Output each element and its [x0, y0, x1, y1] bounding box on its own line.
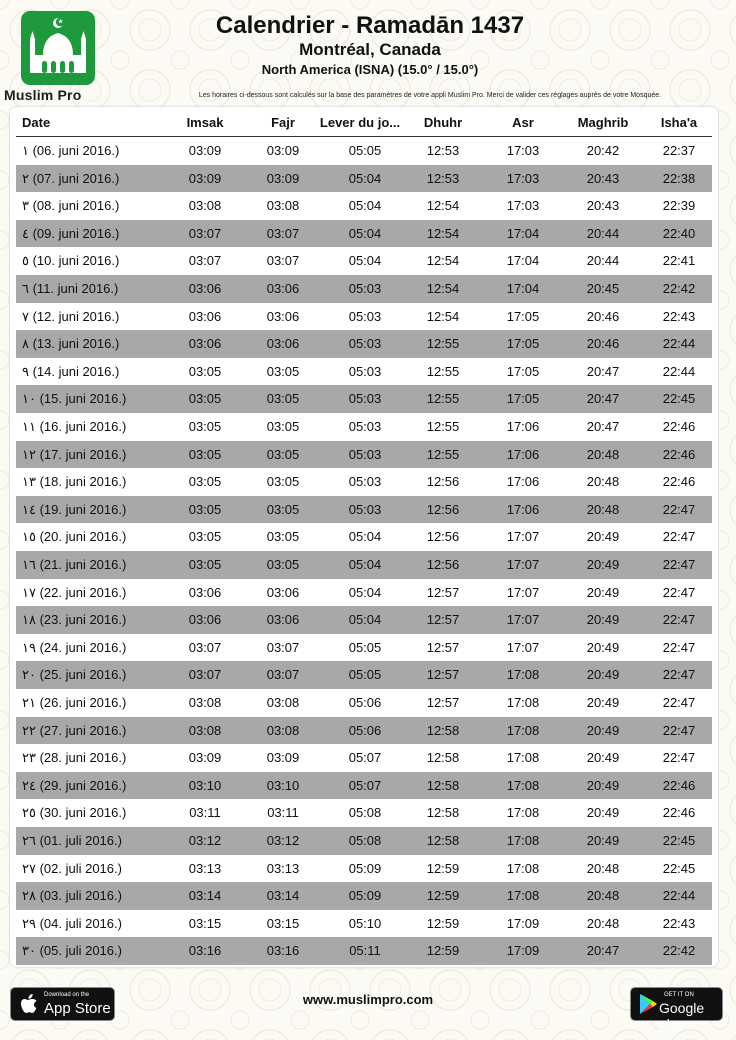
cell-asr: 17:06	[506, 419, 540, 434]
table-row	[16, 799, 712, 827]
table-row	[16, 882, 712, 910]
cell-asr: 17:07	[506, 557, 540, 572]
page-header	[0, 0, 736, 108]
cell-asr: 17:07	[506, 639, 540, 655]
cell-maghrib: 20:48	[586, 915, 620, 931]
cell-fajr: 03:07	[266, 639, 300, 655]
table-row	[16, 744, 712, 772]
cell-maghrib: 20:47	[586, 391, 620, 407]
cell-maghrib: 20:47	[586, 943, 620, 959]
table-row	[16, 303, 712, 331]
cell-date: ٢٤ (29. juni 2016.)	[22, 777, 127, 793]
column-header-asr: Asr	[512, 115, 534, 130]
cell-maghrib: 20:46	[586, 308, 620, 324]
cell-maghrib: 20:49	[586, 722, 620, 738]
cell-date: ٢٨ (03. juli 2016.)	[22, 888, 122, 904]
cell-dhuhr: 12:56	[426, 529, 460, 545]
cell-ishaa: 22:38	[662, 170, 696, 186]
cell-fajr: 03:16	[266, 943, 300, 959]
cell-maghrib: 20:49	[586, 750, 620, 766]
table-row	[16, 192, 712, 220]
cell-asr: 17:08	[506, 888, 540, 904]
cell-imsak: 03:09	[188, 750, 222, 766]
cell-asr: 17:09	[506, 943, 540, 959]
cell-maghrib: 20:44	[586, 253, 620, 269]
cell-imsak: 03:06	[188, 308, 222, 324]
cell-imsak: 03:06	[188, 584, 222, 600]
cell-asr: 17:03	[506, 143, 540, 158]
prayer-times-table	[10, 107, 718, 967]
cell-asr: 17:08	[506, 722, 540, 738]
cell-dhuhr: 12:56	[426, 557, 460, 572]
cell-dhuhr: 12:55	[426, 446, 460, 462]
cell-imsak: 03:08	[188, 722, 222, 738]
table-row	[16, 247, 712, 275]
cell-date: ١٦ (21. juni 2016.)	[22, 557, 127, 572]
table-row	[16, 937, 712, 965]
cell-fajr: 03:11	[267, 805, 299, 821]
cell-date: ٣٠ (05. juli 2016.)	[22, 943, 122, 959]
cell-asr: 17:05	[506, 363, 540, 379]
cell-imsak: 03:07	[188, 639, 222, 655]
cell-ishaa: 22:43	[662, 915, 696, 931]
cell-sunrise: 05:04	[348, 612, 382, 628]
cell-sunrise: 05:07	[348, 750, 382, 766]
cell-ishaa: 22:45	[662, 860, 696, 876]
cell-date: ١٢ (17. juni 2016.)	[22, 446, 127, 462]
cell-sunrise: 05:04	[348, 584, 382, 600]
cell-sunrise: 05:03	[348, 474, 382, 490]
cell-fajr: 03:06	[266, 584, 300, 600]
cell-dhuhr: 12:57	[426, 584, 460, 600]
cell-date: ٧ (12. juni 2016.)	[22, 308, 120, 324]
cell-fajr: 03:09	[266, 170, 300, 186]
cell-sunrise: 05:07	[348, 777, 382, 793]
cell-date: ١٣ (18. juni 2016.)	[22, 474, 127, 490]
cell-imsak: 03:05	[188, 363, 222, 379]
cell-sunrise: 05:06	[348, 695, 382, 710]
cell-date: ٢٢ (27. juni 2016.)	[22, 722, 127, 738]
table-row	[16, 330, 712, 358]
column-header-date: Date	[22, 115, 51, 130]
table-row	[16, 689, 712, 717]
cell-ishaa: 22:42	[662, 943, 696, 959]
cell-maghrib: 20:49	[586, 777, 620, 793]
cell-ishaa: 22:47	[662, 722, 696, 738]
cell-dhuhr: 12:55	[426, 419, 460, 434]
cell-maghrib: 20:49	[586, 557, 620, 572]
table-row	[16, 634, 712, 662]
cell-fajr: 03:05	[266, 446, 300, 462]
cell-imsak: 03:08	[188, 695, 222, 710]
cell-sunrise: 05:06	[348, 722, 382, 738]
cell-imsak: 03:07	[188, 253, 222, 269]
cell-dhuhr: 12:58	[426, 750, 460, 766]
cell-ishaa: 22:43	[662, 308, 696, 324]
cell-dhuhr: 12:56	[426, 501, 460, 517]
cell-ishaa: 22:44	[662, 888, 696, 904]
cell-maghrib: 20:49	[586, 639, 620, 655]
cell-imsak: 03:08	[188, 198, 222, 214]
table-row	[16, 137, 712, 165]
cell-ishaa: 22:40	[662, 225, 696, 241]
cell-dhuhr: 12:57	[426, 695, 460, 710]
table-row	[16, 827, 712, 855]
table-header	[10, 107, 718, 137]
cell-imsak: 03:05	[188, 474, 222, 490]
app-store-text: App Store	[44, 1000, 111, 1017]
cell-asr: 17:07	[506, 529, 540, 545]
cell-date: ٨ (13. juni 2016.)	[22, 336, 120, 352]
column-header-ishaa: Isha'a	[660, 115, 698, 130]
cell-asr: 17:04	[506, 281, 540, 296]
table-row	[16, 496, 712, 524]
cell-sunrise: 05:03	[348, 281, 382, 296]
cell-asr: 17:08	[506, 695, 540, 710]
cell-dhuhr: 12:54	[426, 253, 460, 269]
cell-date: ٢٣ (28. juni 2016.)	[22, 750, 127, 766]
mosque-icon	[21, 11, 95, 85]
cell-sunrise: 05:03	[348, 363, 382, 379]
website-link[interactable]: www.muslimpro.com	[302, 992, 434, 1007]
cell-maghrib: 20:49	[586, 833, 620, 848]
cell-fajr: 03:08	[266, 198, 300, 214]
cell-fajr: 03:05	[266, 474, 300, 490]
cell-fajr: 03:05	[266, 501, 300, 517]
cell-ishaa: 22:47	[662, 667, 696, 683]
cell-imsak: 03:05	[188, 557, 222, 572]
cell-asr: 17:05	[506, 308, 540, 324]
cell-date: ٣ (08. juni 2016.)	[22, 198, 120, 214]
app-store-small-text: Download on the	[44, 992, 90, 998]
page-title: Calendrier - Ramadān 1437	[215, 12, 525, 39]
table-row	[16, 220, 712, 248]
google-play-small-text: GET IT ON	[664, 992, 694, 998]
table-row	[16, 358, 712, 386]
cell-dhuhr: 12:59	[426, 888, 460, 904]
cell-maghrib: 20:46	[586, 336, 620, 352]
cell-dhuhr: 12:54	[426, 281, 460, 296]
cell-imsak: 03:09	[188, 143, 222, 158]
cell-maghrib: 20:49	[586, 695, 620, 710]
cell-sunrise: 05:03	[348, 391, 382, 407]
cell-ishaa: 22:47	[662, 501, 696, 517]
cell-dhuhr: 12:58	[426, 805, 460, 821]
table-row	[16, 606, 712, 634]
cell-maghrib: 20:45	[586, 281, 620, 296]
cell-imsak: 03:05	[188, 391, 222, 407]
cell-sunrise: 05:08	[348, 805, 382, 821]
cell-maghrib: 20:48	[586, 474, 620, 490]
cell-ishaa: 22:41	[662, 253, 696, 269]
muslim-pro-logo	[21, 11, 95, 85]
cell-asr: 17:07	[506, 612, 540, 628]
cell-ishaa: 22:44	[662, 336, 696, 352]
table-row	[16, 855, 712, 883]
cell-dhuhr: 12:55	[426, 336, 460, 352]
cell-date: ١ (06. juni 2016.)	[22, 143, 120, 158]
cell-maghrib: 20:47	[586, 419, 620, 434]
cell-dhuhr: 12:59	[426, 860, 460, 876]
cell-ishaa: 22:39	[662, 198, 696, 214]
cell-fajr: 03:05	[266, 529, 300, 545]
cell-imsak: 03:15	[188, 915, 222, 931]
cell-asr: 17:08	[506, 667, 540, 683]
cell-imsak: 03:16	[188, 943, 222, 959]
cell-maghrib: 20:42	[586, 143, 620, 158]
cell-dhuhr: 12:56	[426, 474, 460, 490]
cell-sunrise: 05:03	[348, 501, 382, 517]
table-row	[16, 165, 712, 193]
table-row	[16, 441, 712, 469]
google-play-badge[interactable]	[630, 987, 723, 1032]
cell-imsak: 03:11	[189, 805, 221, 821]
cell-imsak: 03:07	[188, 667, 222, 683]
cell-ishaa: 22:44	[662, 363, 696, 379]
cell-date: ٤ (09. juni 2016.)	[22, 225, 120, 241]
cell-dhuhr: 12:58	[426, 777, 460, 793]
cell-maghrib: 20:49	[586, 529, 620, 545]
cell-asr: 17:05	[506, 391, 540, 407]
cell-imsak: 03:06	[188, 281, 222, 296]
cell-fajr: 03:05	[266, 363, 300, 379]
cell-dhuhr: 12:54	[426, 225, 460, 241]
cell-dhuhr: 12:58	[426, 722, 460, 738]
cell-ishaa: 22:46	[662, 419, 696, 434]
cell-sunrise: 05:03	[348, 419, 382, 434]
cell-sunrise: 05:03	[348, 446, 382, 462]
cell-imsak: 03:05	[188, 419, 222, 434]
cell-sunrise: 05:05	[348, 639, 382, 655]
cell-fajr: 03:12	[266, 833, 300, 848]
cell-fajr: 03:15	[266, 915, 300, 931]
cell-ishaa: 22:45	[662, 391, 696, 407]
cell-ishaa: 22:47	[662, 695, 696, 710]
cell-fajr: 03:07	[266, 667, 300, 683]
cell-dhuhr: 12:55	[426, 391, 460, 407]
cell-date: ٩ (14. juni 2016.)	[22, 363, 120, 379]
cell-sunrise: 05:04	[348, 557, 382, 572]
table-row	[16, 717, 712, 745]
cell-ishaa: 22:47	[662, 612, 696, 628]
cell-fajr: 03:09	[266, 750, 300, 766]
cell-sunrise: 05:11	[349, 943, 381, 959]
cell-asr: 17:06	[506, 474, 540, 490]
cell-fajr: 03:09	[266, 143, 300, 158]
cell-dhuhr: 12:55	[426, 363, 460, 379]
cell-sunrise: 05:09	[348, 888, 382, 904]
cell-dhuhr: 12:54	[426, 308, 460, 324]
cell-asr: 17:05	[506, 336, 540, 352]
cell-fajr: 03:05	[266, 419, 300, 434]
cell-maghrib: 20:43	[586, 170, 620, 186]
cell-fajr: 03:06	[266, 308, 300, 324]
cell-date: ٢٥ (30. juni 2016.)	[22, 805, 127, 821]
cell-imsak: 03:12	[188, 833, 222, 848]
table-row	[16, 523, 712, 551]
cell-ishaa: 22:42	[662, 281, 696, 296]
cell-imsak: 03:10	[188, 777, 222, 793]
cell-asr: 17:09	[506, 915, 540, 931]
cell-ishaa: 22:46	[662, 777, 696, 793]
cell-maghrib: 20:48	[586, 501, 620, 517]
column-header-dhuhr: Dhuhr	[423, 115, 463, 130]
cell-fajr: 03:06	[266, 612, 300, 628]
cell-dhuhr: 12:59	[426, 915, 460, 931]
cell-dhuhr: 12:53	[426, 143, 460, 158]
column-header-fajr: Fajr	[271, 115, 295, 130]
cell-sunrise: 05:09	[348, 860, 382, 876]
cell-ishaa: 22:47	[662, 557, 696, 572]
cell-imsak: 03:05	[188, 446, 222, 462]
cell-maghrib: 20:48	[586, 888, 620, 904]
cell-dhuhr: 12:58	[426, 833, 460, 848]
cell-ishaa: 22:47	[662, 584, 696, 600]
cell-fajr: 03:06	[266, 281, 300, 296]
cell-maghrib: 20:49	[586, 584, 620, 600]
calculation-method: North America (ISNA) (15.0° / 15.0°)	[261, 62, 479, 77]
cell-asr: 17:03	[506, 170, 540, 186]
column-header-sunrise: Lever du jo...	[319, 115, 401, 130]
cell-imsak: 03:06	[188, 612, 222, 628]
cell-sunrise: 05:04	[348, 198, 382, 214]
google-play-text: Google play	[659, 1000, 705, 1032]
table-row	[16, 385, 712, 413]
table-row	[16, 910, 712, 938]
cell-asr: 17:08	[506, 805, 540, 821]
cell-fajr: 03:05	[266, 557, 300, 572]
cell-asr: 17:08	[506, 750, 540, 766]
cell-fajr: 03:05	[266, 391, 300, 407]
app-store-badge[interactable]	[10, 987, 115, 1021]
cell-date: ٢ (07. juni 2016.)	[22, 170, 120, 186]
cell-maghrib: 20:49	[586, 667, 620, 683]
cell-date: ١٩ (24. juni 2016.)	[22, 639, 127, 655]
cell-maghrib: 20:43	[586, 198, 620, 214]
apple-icon	[18, 991, 42, 1017]
google-play-icon	[637, 992, 659, 1016]
cell-asr: 17:07	[506, 584, 540, 600]
cell-asr: 17:04	[506, 253, 540, 269]
cell-date: ١٠ (15. juni 2016.)	[22, 391, 127, 407]
cell-sunrise: 05:04	[348, 170, 382, 186]
cell-maghrib: 20:48	[586, 860, 620, 876]
table-row	[16, 579, 712, 607]
cell-asr: 17:08	[506, 777, 540, 793]
cell-imsak: 03:07	[188, 225, 222, 241]
cell-fajr: 03:08	[266, 695, 300, 710]
cell-date: ١٨ (23. juni 2016.)	[22, 612, 127, 628]
cell-imsak: 03:09	[188, 170, 222, 186]
cell-fajr: 03:06	[266, 336, 300, 352]
cell-dhuhr: 12:59	[426, 943, 460, 959]
cell-dhuhr: 12:54	[426, 198, 460, 214]
cell-maghrib: 20:44	[586, 225, 620, 241]
cell-fajr: 03:07	[266, 253, 300, 269]
cell-dhuhr: 12:53	[426, 170, 460, 186]
table-row	[16, 275, 712, 303]
cell-dhuhr: 12:57	[426, 667, 460, 683]
cell-sunrise: 05:05	[348, 143, 382, 158]
cell-asr: 17:08	[506, 833, 540, 848]
cell-sunrise: 05:05	[348, 667, 382, 683]
table-row	[16, 661, 712, 689]
cell-ishaa: 22:47	[662, 639, 696, 655]
cell-date: ٢٧ (02. juli 2016.)	[22, 860, 122, 876]
cell-ishaa: 22:37	[662, 143, 696, 158]
cell-maghrib: 20:49	[586, 612, 620, 628]
cell-ishaa: 22:45	[662, 833, 696, 848]
cell-maghrib: 20:49	[586, 805, 620, 821]
cell-date: ١٧ (22. juni 2016.)	[22, 584, 127, 600]
table-row	[16, 413, 712, 441]
cell-fajr: 03:13	[266, 860, 300, 876]
cell-date: ٢١ (26. juni 2016.)	[22, 695, 127, 710]
cell-sunrise: 05:03	[348, 308, 382, 324]
cell-date: ١٥ (20. juni 2016.)	[22, 529, 127, 545]
cell-imsak: 03:05	[188, 529, 222, 545]
cell-date: ٥ (10. juni 2016.)	[22, 253, 120, 269]
column-header-maghrib: Maghrib	[577, 115, 629, 130]
cell-imsak: 03:05	[188, 501, 222, 517]
cell-imsak: 03:14	[188, 888, 222, 904]
table-row	[16, 551, 712, 579]
cell-date: ١٤ (19. juni 2016.)	[22, 501, 127, 517]
cell-sunrise: 05:04	[348, 225, 382, 241]
cell-ishaa: 22:47	[662, 750, 696, 766]
cell-maghrib: 20:48	[586, 446, 620, 462]
cell-sunrise: 05:04	[348, 253, 382, 269]
cell-date: ٢٠ (25. juni 2016.)	[22, 667, 127, 683]
cell-dhuhr: 12:57	[426, 639, 460, 655]
cell-ishaa: 22:46	[662, 805, 696, 821]
table-row	[16, 772, 712, 800]
cell-sunrise: 05:08	[348, 833, 382, 848]
cell-asr: 17:04	[506, 225, 540, 241]
cell-ishaa: 22:46	[662, 446, 696, 462]
column-header-imsak: Imsak	[186, 115, 224, 130]
cell-date: ٢٩ (04. juli 2016.)	[22, 915, 122, 931]
cell-dhuhr: 12:57	[426, 612, 460, 628]
cell-date: ٢٦ (01. juli 2016.)	[22, 833, 122, 848]
cell-asr: 17:03	[506, 198, 540, 214]
cell-ishaa: 22:47	[662, 529, 696, 545]
location: Montréal, Canada	[299, 40, 441, 59]
cell-imsak: 03:06	[188, 336, 222, 352]
cell-fajr: 03:10	[266, 777, 300, 793]
cell-sunrise: 05:10	[348, 915, 382, 931]
cell-fajr: 03:08	[266, 722, 300, 738]
cell-ishaa: 22:46	[662, 474, 696, 490]
cell-imsak: 03:13	[188, 860, 222, 876]
cell-asr: 17:06	[506, 446, 540, 462]
cell-sunrise: 05:03	[348, 336, 382, 352]
cell-asr: 17:06	[506, 501, 540, 517]
cell-fajr: 03:14	[266, 888, 300, 904]
disclaimer: Les horaires ci-dessous sont calculés sur la base des paramètres de votre appli Muslim Pro. Merci de valider ces réglages auprès de votre Mosquée.	[198, 92, 662, 99]
logo-text: Muslim Pro	[4, 87, 82, 103]
cell-maghrib: 20:47	[586, 363, 620, 379]
table-row	[16, 468, 712, 496]
cell-fajr: 03:07	[266, 225, 300, 241]
cell-sunrise: 05:04	[348, 529, 382, 545]
cell-asr: 17:08	[506, 860, 540, 876]
cell-date: ١١ (16. juni 2016.)	[22, 419, 127, 434]
cell-date: ٦ (11. juni 2016.)	[22, 281, 119, 296]
page-footer	[0, 980, 736, 1040]
